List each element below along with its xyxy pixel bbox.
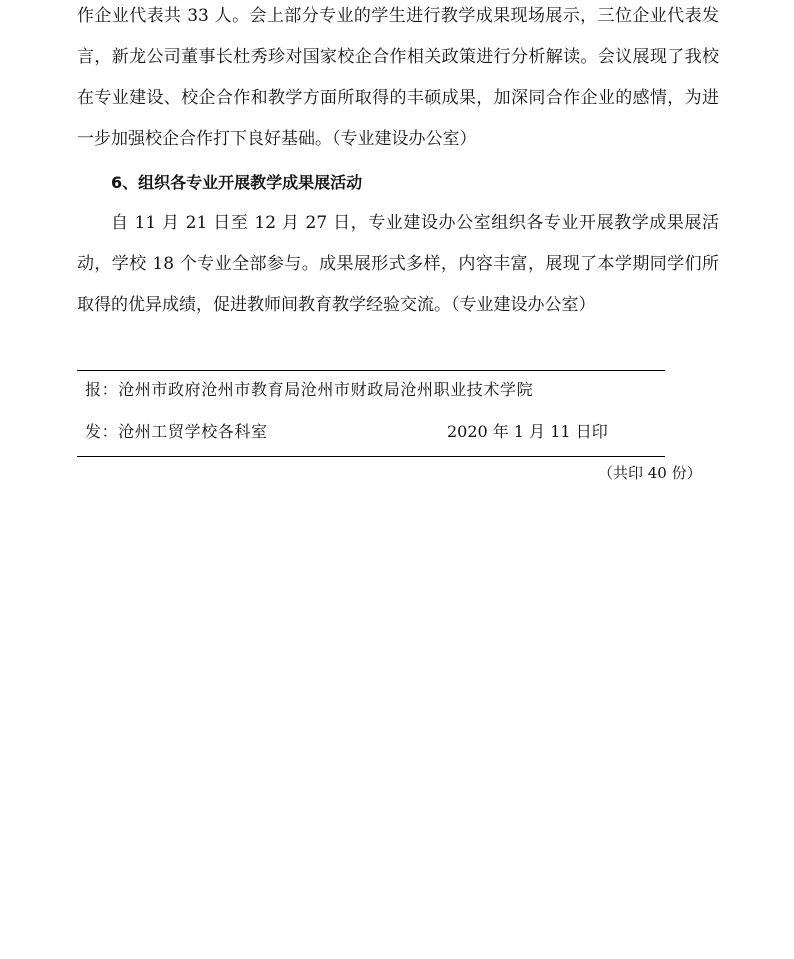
- body-paragraph-meeting-summary: 作企业代表共 33 人。会上部分专业的学生进行教学成果现场展示，三位企业代表发言，新龙公司董事长杜秀珍对国家校企合作相关政策进行分析解读。会议展现了我校在专业建设、校企合作和教学方面所取得的丰硕成果，加深同合作企业的感情，为进一步加强校企合作打下良好基础。（专业建设办公室）: [77, 6, 719, 149]
- report-to-line: 报：沧州市政府沧州市教育局沧州市财政局沧州职业技术学院: [85, 380, 534, 399]
- print-copies-note: （共印 40 份）: [598, 464, 702, 482]
- print-date: 2020 年 1 月 11 日印: [447, 422, 608, 441]
- distribution-top-rule: [77, 370, 665, 371]
- body-paragraph-exhibition: 自 11 月 21 日至 12 月 27 日，专业建设办公室组织各专业开展教学成果展活动，学校 18 个专业全部参与。成果展形式多样，内容丰富，展现了本学期同学们所取得的优异成绩，促进教师间教育教学经验交流。（专业建设办公室）: [77, 213, 719, 315]
- section-heading-achievement-exhibition: 6、组织各专业开展教学成果展活动: [111, 173, 363, 192]
- send-to-line: 发：沧州工贸学校各科室: [85, 422, 268, 441]
- distribution-bottom-rule: [77, 456, 665, 457]
